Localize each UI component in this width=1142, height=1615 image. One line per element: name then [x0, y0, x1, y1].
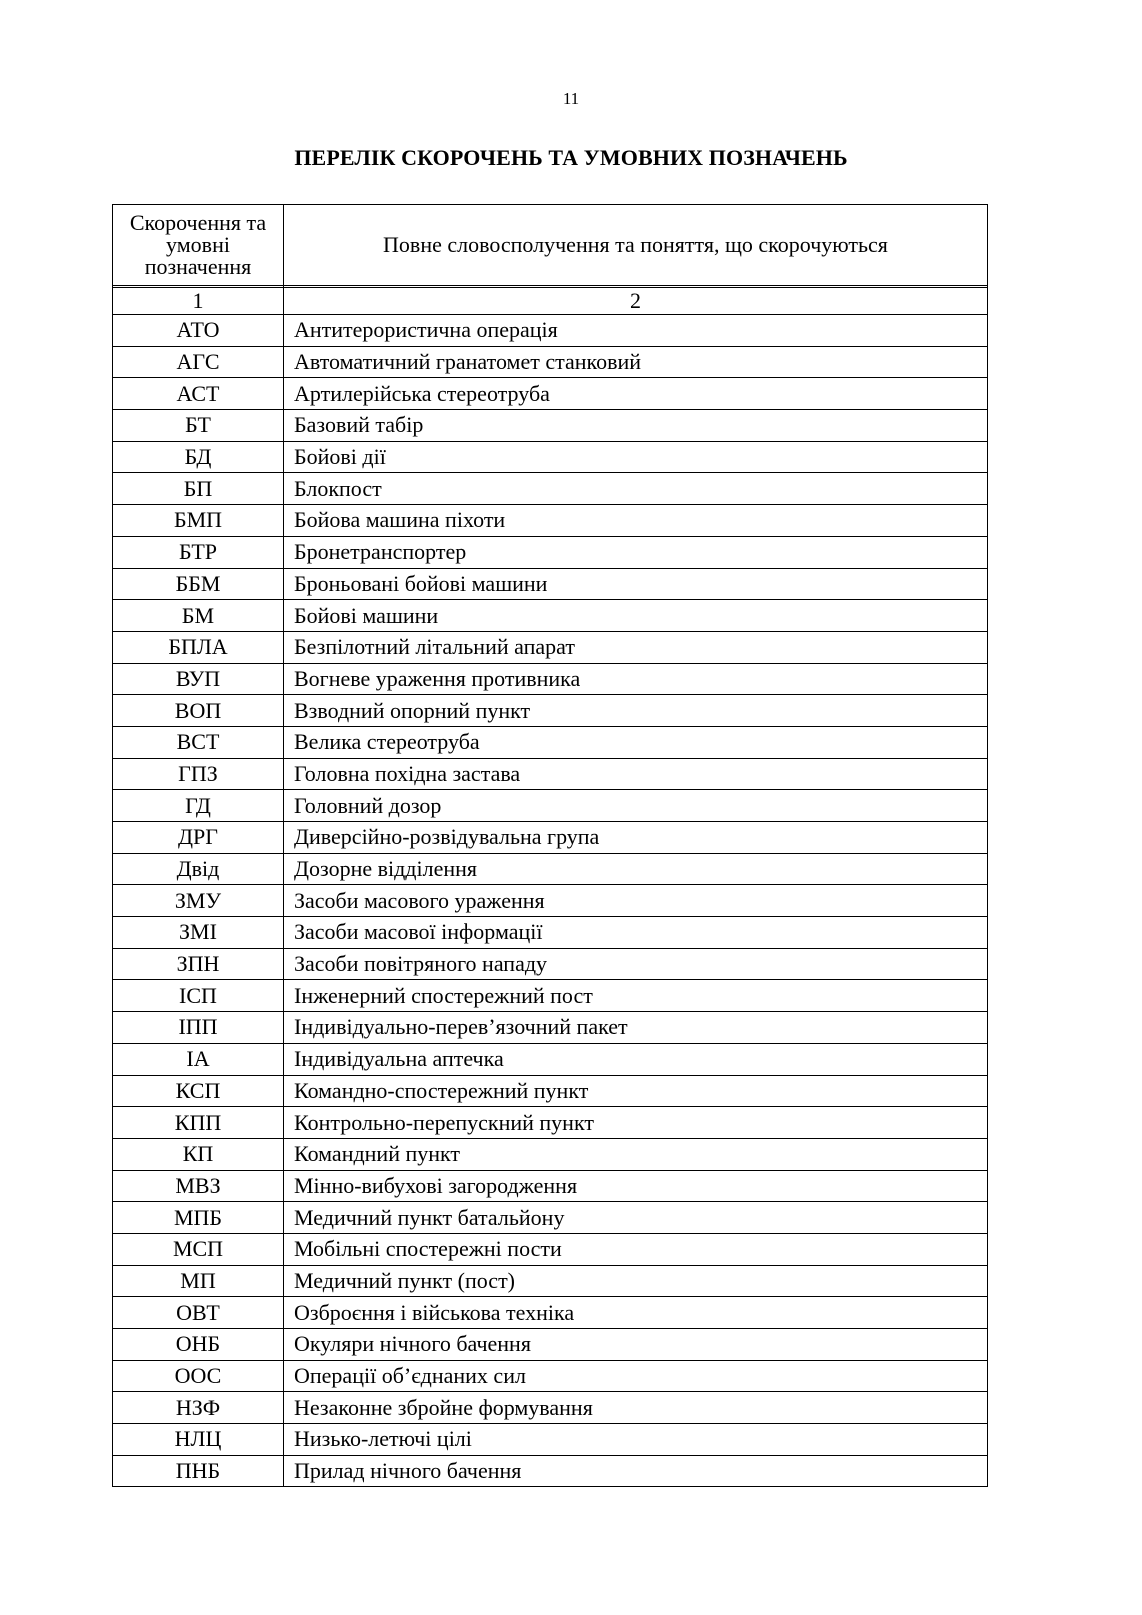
table-row	[113, 1297, 988, 1329]
table-row	[113, 663, 988, 695]
full-phrase-cell: Окуляри нічного бачення	[284, 1329, 988, 1361]
abbreviation-cell: БТР	[113, 536, 284, 568]
table-row	[113, 695, 988, 727]
full-phrase-cell: Низько-летючі цілі	[284, 1424, 988, 1456]
table-row	[113, 1202, 988, 1234]
abbreviation-cell: ВОП	[113, 695, 284, 727]
table-row	[113, 441, 988, 473]
abbreviation-cell: ГПЗ	[113, 758, 284, 790]
abbreviation-cell: БД	[113, 441, 284, 473]
abbreviation-cell: МП	[113, 1265, 284, 1297]
abbreviation-cell: МВЗ	[113, 1170, 284, 1202]
table-row	[113, 885, 988, 917]
full-phrase-cell: Безпілотний літальний апарат	[284, 631, 988, 663]
full-phrase-cell: Засоби повітряного нападу	[284, 948, 988, 980]
abbreviation-cell: ІА	[113, 1043, 284, 1075]
abbreviation-cell: ЗМУ	[113, 885, 284, 917]
table-row	[113, 1075, 988, 1107]
abbreviation-cell: ІПП	[113, 1012, 284, 1044]
full-phrase-cell: Диверсійно-розвідувальна група	[284, 822, 988, 854]
full-phrase-cell: Мінно-вибухові загородження	[284, 1170, 988, 1202]
full-phrase-cell: Командний пункт	[284, 1138, 988, 1170]
full-phrase-cell: Артилерійська стереотруба	[284, 378, 988, 410]
abbreviation-cell: МПБ	[113, 1202, 284, 1234]
table-row	[113, 853, 988, 885]
table-row	[113, 505, 988, 537]
table-row	[113, 1170, 988, 1202]
table-row	[113, 948, 988, 980]
abbreviation-cell: МСП	[113, 1233, 284, 1265]
abbreviation-cell: ООС	[113, 1360, 284, 1392]
abbreviation-cell: АСТ	[113, 378, 284, 410]
table-row	[113, 600, 988, 632]
full-phrase-cell: Засоби масової інформації	[284, 917, 988, 949]
table-row	[113, 1424, 988, 1456]
full-phrase-cell: Незаконне збройне формування	[284, 1392, 988, 1424]
full-phrase-cell: Бойова машина піхоти	[284, 505, 988, 537]
full-phrase-cell: Антитерористична операція	[284, 315, 988, 347]
table-row	[113, 473, 988, 505]
full-phrase-cell: Засоби масового ураження	[284, 885, 988, 917]
table-row	[113, 1107, 988, 1139]
full-phrase-cell: Броньовані бойові машини	[284, 568, 988, 600]
table-row	[113, 726, 988, 758]
table-row	[113, 790, 988, 822]
abbreviation-cell: НЗФ	[113, 1392, 284, 1424]
abbreviation-cell: ЗПН	[113, 948, 284, 980]
full-phrase-cell: Командно-спостережний пункт	[284, 1075, 988, 1107]
table-row	[113, 346, 988, 378]
full-phrase-cell: Велика стереотруба	[284, 726, 988, 758]
full-phrase-cell: Контрольно-перепускний пункт	[284, 1107, 988, 1139]
page-number: 11	[562, 89, 580, 108]
full-phrase-cell: Медичний пункт (пост)	[284, 1265, 988, 1297]
table-row	[113, 1233, 988, 1265]
abbreviation-cell: БП	[113, 473, 284, 505]
full-phrase-cell: Індивідуальна аптечка	[284, 1043, 988, 1075]
column-number-row	[113, 288, 988, 315]
abbreviation-cell: ОВТ	[113, 1297, 284, 1329]
table-row	[113, 1329, 988, 1361]
column-number-section	[113, 286, 988, 315]
abbreviation-cell: ВУП	[113, 663, 284, 695]
abbreviation-cell: БТ	[113, 410, 284, 442]
table-row	[113, 536, 988, 568]
table-row	[113, 1265, 988, 1297]
table-body	[113, 315, 988, 1487]
table-row	[113, 410, 988, 442]
table-header-row	[113, 205, 988, 286]
full-phrase-cell: Бронетранспортер	[284, 536, 988, 568]
header-abbreviation: Скорочення та умовні позначення	[113, 205, 284, 286]
abbreviation-cell: ГД	[113, 790, 284, 822]
table-row	[113, 822, 988, 854]
abbreviation-cell: ВСТ	[113, 726, 284, 758]
abbreviation-cell: АГС	[113, 346, 284, 378]
full-phrase-cell: Мобільні спостережні пости	[284, 1233, 988, 1265]
abbreviation-cell: ІСП	[113, 980, 284, 1012]
table-row	[113, 315, 988, 347]
table-row	[113, 1455, 988, 1487]
column-number-1: 1	[113, 288, 284, 315]
table-row	[113, 980, 988, 1012]
abbreviation-cell: БПЛА	[113, 631, 284, 663]
abbreviation-cell: Двід	[113, 853, 284, 885]
full-phrase-cell: Взводний опорний пункт	[284, 695, 988, 727]
full-phrase-cell: Інженерний спостережний пост	[284, 980, 988, 1012]
column-number-2: 2	[284, 288, 988, 315]
abbreviation-cell: КПП	[113, 1107, 284, 1139]
abbreviation-cell: КП	[113, 1138, 284, 1170]
table-header	[113, 205, 988, 286]
full-phrase-cell: Блокпост	[284, 473, 988, 505]
full-phrase-cell: Медичний пункт батальйону	[284, 1202, 988, 1234]
page-title: ПЕРЕЛІК СКОРОЧЕНЬ ТА УМОВНИХ ПОЗНАЧЕНЬ	[294, 145, 848, 170]
abbreviation-cell: ББМ	[113, 568, 284, 600]
header-full-phrase: Повне словосполучення та поняття, що скорочуються	[284, 205, 988, 286]
full-phrase-cell: Головний дозор	[284, 790, 988, 822]
table-row	[113, 568, 988, 600]
abbreviation-cell: ДРГ	[113, 822, 284, 854]
full-phrase-cell: Базовий табір	[284, 410, 988, 442]
full-phrase-cell: Вогневе ураження противника	[284, 663, 988, 695]
full-phrase-cell: Прилад нічного бачення	[284, 1455, 988, 1487]
abbreviation-cell: БМ	[113, 600, 284, 632]
full-phrase-cell: Бойові дії	[284, 441, 988, 473]
abbreviations-table	[112, 204, 988, 1487]
abbreviation-cell: ЗМІ	[113, 917, 284, 949]
full-phrase-cell: Озброєння і військова техніка	[284, 1297, 988, 1329]
full-phrase-cell: Автоматичний гранатомет станковий	[284, 346, 988, 378]
table-row	[113, 631, 988, 663]
table-row	[113, 1138, 988, 1170]
table-row	[113, 378, 988, 410]
table-row	[113, 1392, 988, 1424]
full-phrase-cell: Головна похідна застава	[284, 758, 988, 790]
full-phrase-cell: Дозорне відділення	[284, 853, 988, 885]
full-phrase-cell: Бойові машини	[284, 600, 988, 632]
table-row	[113, 758, 988, 790]
full-phrase-cell: Індивідуально-перев’язочний пакет	[284, 1012, 988, 1044]
full-phrase-cell: Операції об’єднаних сил	[284, 1360, 988, 1392]
abbreviation-cell: БМП	[113, 505, 284, 537]
table-row	[113, 1043, 988, 1075]
abbreviation-cell: ОНБ	[113, 1329, 284, 1361]
table-row	[113, 1012, 988, 1044]
table-row	[113, 1360, 988, 1392]
abbreviation-cell: ПНБ	[113, 1455, 284, 1487]
abbreviation-cell: КСП	[113, 1075, 284, 1107]
abbreviation-cell: АТО	[113, 315, 284, 347]
table-row	[113, 917, 988, 949]
abbreviation-cell: НЛЦ	[113, 1424, 284, 1456]
